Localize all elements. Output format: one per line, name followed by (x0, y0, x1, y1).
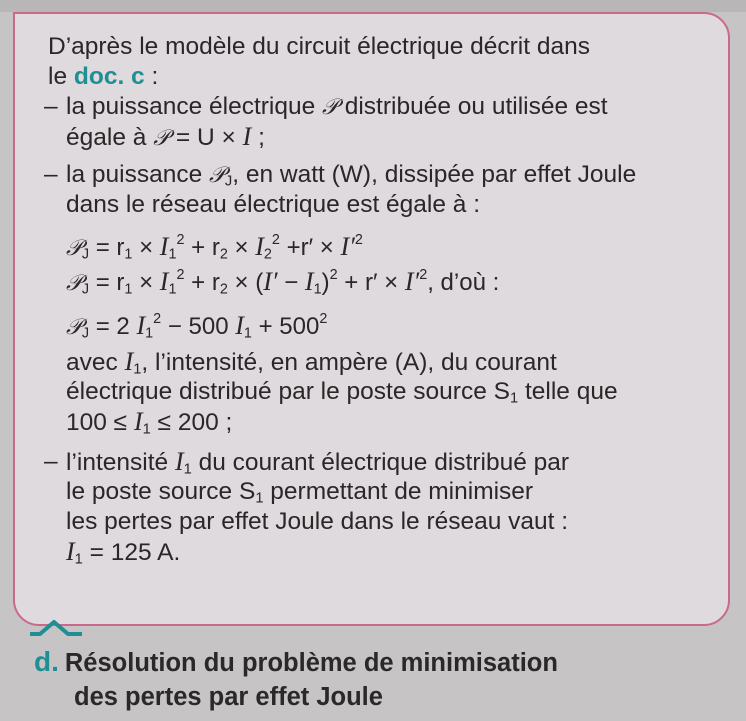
list-item-intensity-line-2: le poste source $S_1$ permettant de minimiser (66, 478, 534, 507)
range-line: $100 \le I_1 \le 200$ ; (66, 407, 233, 438)
list-item-intensity-line-3: les pertes par effet Joule dans le réseau vaut : (66, 508, 569, 535)
section-letter: d. (34, 646, 59, 677)
equation-joule-1: 𝒫$_J$ = $r_1 \times I_1^2 + r_2 \times I_2^2 +r' \times I'^2$ (66, 232, 363, 263)
avec-line: avec $I_1$, l’intensité, en ampère (A), du courant (66, 347, 557, 378)
panel-content (44, 32, 718, 568)
doc-reference: doc. c (73, 63, 145, 90)
intro-line-2: le doc. c : (48, 63, 159, 90)
panel-tab-notch (26, 612, 86, 642)
equation-joule-2: 𝒫$_J$ = $r_1 \times I_1^2 + r_2 \times (I' - I_1)^2 + r' \times I'^2$, d’où : (66, 267, 500, 298)
equation-joule-3: 𝒫$_J$ = 2 $I_1^2 - 500$ $I_1 + 500^2$ (66, 311, 328, 342)
page-top-edge (0, 0, 746, 12)
section-heading: d. Résolution du problème de minimisation des pertes par effet Joule (34, 646, 558, 711)
intro-line-1: D’après le modèle du circuit électrique décrit dans (48, 33, 590, 60)
list-item-joule-line-2: dans le réseau électrique est égale à : (66, 191, 481, 218)
result-line: $I_1 = 125$ A. (66, 537, 181, 568)
list-item-power: – la puissance électrique 𝒫 distribuée ou utilisée est (44, 93, 608, 120)
distribution-line: électrique distribué par le poste source $S_1$ telle que (66, 378, 618, 407)
list-item-joule-power: – la puissance 𝒫$_J$, en watt (W), dissipée par effet Joule (44, 161, 637, 190)
list-item-power-line-2: égale à 𝒫 = U × I ; (66, 122, 265, 151)
list-item-intensity: – l’intensité $I_1$ du courant électrique distribué par (44, 447, 570, 478)
